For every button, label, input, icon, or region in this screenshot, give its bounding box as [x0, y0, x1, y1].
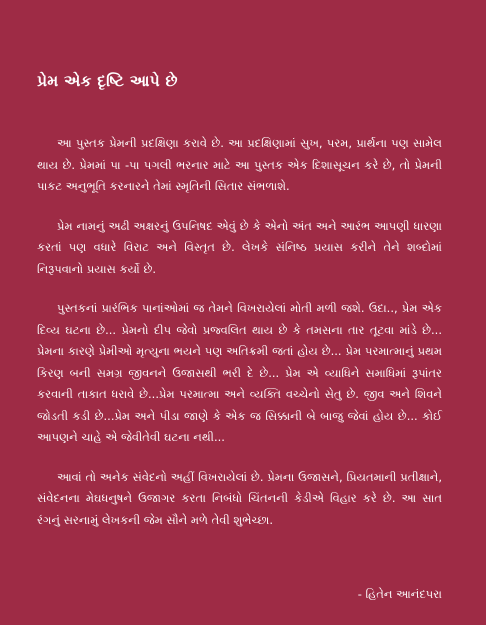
document-body	[37, 133, 442, 549]
paragraph-2: પ્રેમ નામનું અઢી અક્ષરનું ઉપનિષદ એવું છે કે એનો અંત અને આરંભ આપણી ધારણા કરતાં પણ વધારે વિરાટ અને વિસ્તૃત છે. લેખકે સંનિષ્ઠ પ્રયાસ કરીને તેને શબ્દોમાં નિરૂપવાનો પ્રયાસ કર્યો છે.	[37, 218, 442, 276]
page-title: પ્રેમ એક દૃષ્ટિ આપે છે	[37, 72, 178, 90]
paragraph-1: આ પુસ્તક પ્રેમની પ્રદક્ષિણા કરાવે છે. આ પ્રદક્ષિણામાં સુખ, પરમ, પ્રાર્થના પણ સામેલ થાય છે. પ્રેમમાં પા -પા પગલી ભરનાર માટે આ પુસ્તક એક દિશાસૂચન કરે છે, તો પ્રેમની પાકટ અનુભૂતિ કરનારને તેમાં સ્મૃતિની સિતાર સંભળાશે.	[37, 136, 442, 193]
paragraph-4: આવાં તો અનેક સંવેદનો અહીં વિખરાયેલાં છે. પ્રેમના ઉજાસને, પ્રિયતમાની પ્રતીક્ષાને, સંવેદનના મેઘધનુષને ઉજાગર કરતા નિબંધો ચિંતનની કેડીએ વિહાર કરે છે. આ સાત રંગનું સરનામું લેખકની જેમ સૌને મળે તેવી શુભેચ્છા.	[37, 469, 442, 527]
author-signature: - હિતેન આનંદપરા	[357, 587, 442, 601]
paragraph-3: પુસ્તકનાં પ્રારંભિક પાનાંઓમાં જ તેમને વિખરાયેલાં મોતી મળી જશે. ઉદા.., પ્રેમ એક દિવ્ય ઘટના છે... પ્રેમનો દીપ જેવો પ્રજ્વલિત થાય છે કે તમસના તાર તૂટવા માંડે છે... પ્રેમના કારણે પ્રેમીઓ મૃત્યુના ભયને પણ અતિક્રમી જતાં હોય છે... પ્રેમ પરમાત્માનું પ્રથમ કિરણ બની સમગ્ર જીવનને ઉજાસથી ભરી દે છે... પ્રેમ એ વ્યાધિને સમાધિમાં રૂપાંતર કરવાની તાકાત ધરાવે છે...પ્રેમ પરમાત્મા અને વ્યક્તિ વચ્ચેનો સેતુ છે. જીવ અને શિવને જોડતી કડી છે...પ્રેમ અને પીડા જાણે કે એક જ સિક્કાની બે બાજુ જેવાં હોય છે... કોઈ આપણને ચાહે એ જેવીતેવી ઘટના નથી...	[37, 301, 442, 444]
